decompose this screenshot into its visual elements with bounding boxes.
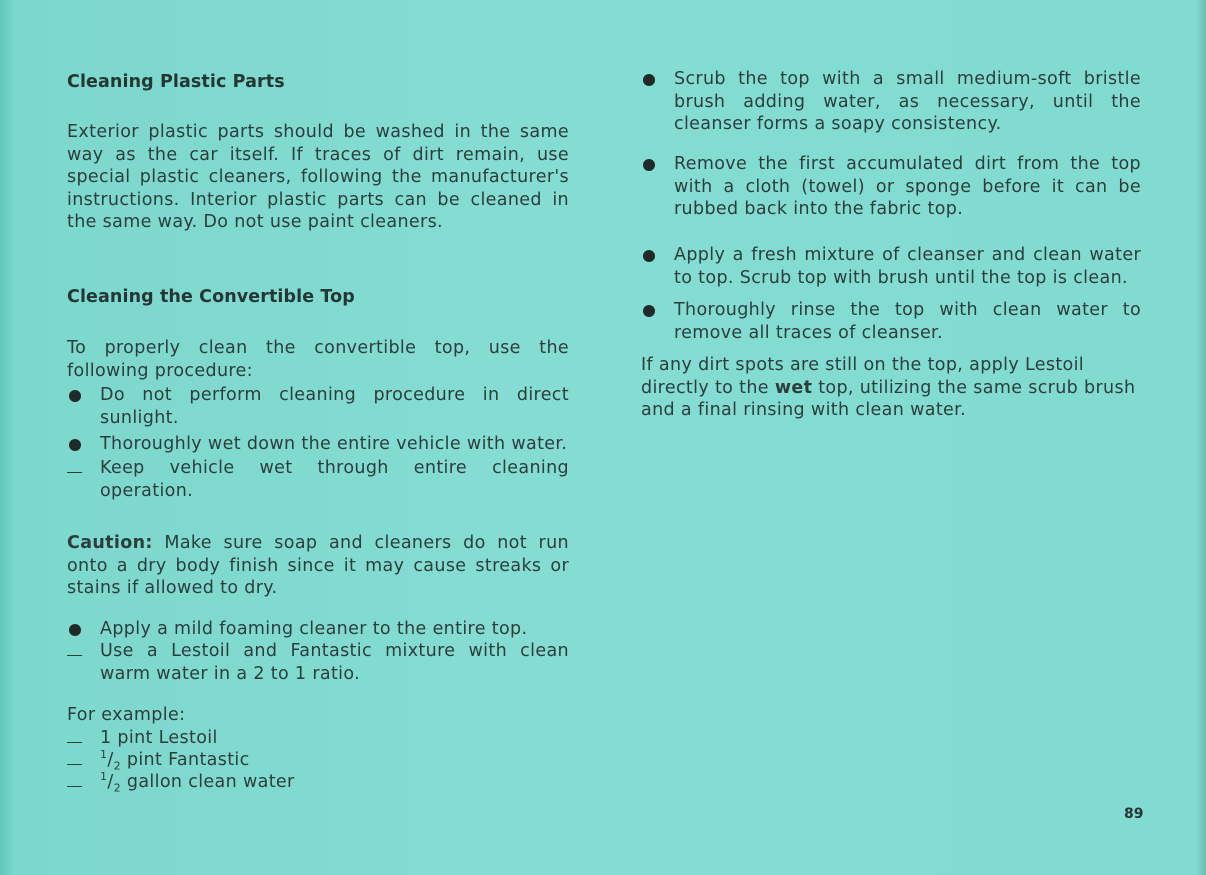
bullet-icon bbox=[641, 299, 669, 321]
list-item: Keep vehicle wet through entire cleaning operation. bbox=[67, 457, 569, 502]
bullet-icon bbox=[641, 68, 669, 90]
bullet-icon bbox=[67, 618, 95, 640]
caution-text: Make sure soap and cleaners do not run onto a dry body finish since it may cause streaks or stains if allowed to dry. bbox=[67, 533, 569, 599]
convertible-top-heading: Cleaning the Convertible Top bbox=[67, 287, 355, 307]
list-item: $^1/_2$ gallon clean water bbox=[67, 771, 569, 794]
dash-icon bbox=[67, 749, 95, 771]
dash-icon bbox=[67, 457, 95, 479]
dash-icon bbox=[67, 727, 95, 749]
bullet-icon bbox=[641, 153, 669, 175]
dash-icon bbox=[67, 771, 95, 793]
list-item: Scrub the top with a small medium-soft bristle brush adding water, as necessary, until the cleanser forms a soapy consistency. bbox=[641, 68, 1141, 136]
example-label: For example: bbox=[67, 705, 186, 725]
list-item: Thoroughly rinse the top with clean water to remove all traces of cleanser. bbox=[641, 299, 1141, 344]
list-item: Apply a fresh mixture of cleanser and clean water to top. Scrub top with brush until the top is clean. bbox=[641, 244, 1141, 289]
dash-icon bbox=[67, 640, 95, 662]
caution-label: Caution: bbox=[67, 533, 153, 553]
list-item: Thoroughly wet down the entire vehicle with water. bbox=[67, 433, 569, 456]
list-item: Do not perform cleaning procedure in direct sunlight. bbox=[67, 384, 569, 429]
list-item: Remove the first accumulated dirt from the top with a cloth (towel) or sponge before it can be rubbed back into the fabric top. bbox=[641, 153, 1141, 221]
list-item: Use a Lestoil and Fantastic mixture with clean warm water in a 2 to 1 ratio. bbox=[67, 640, 569, 685]
bullet-icon bbox=[67, 433, 95, 455]
page-number: 89 bbox=[1124, 806, 1144, 822]
bullet-icon bbox=[67, 384, 95, 406]
bullet-icon bbox=[641, 244, 669, 266]
list-item: $^1/_2$ pint Fantastic bbox=[67, 749, 569, 772]
caution-note bbox=[67, 532, 569, 600]
convertible-top-intro: To properly clean the convertible top, use the following procedure: bbox=[67, 338, 569, 381]
plastic-parts-heading: Cleaning Plastic Parts bbox=[67, 72, 285, 92]
list-item: Apply a mild foaming cleaner to the entire top. bbox=[67, 618, 569, 641]
plastic-parts-paragraph: Exterior plastic parts should be washed in the same way as the car itself. If traces of dirt remain, use special plastic cleaners, following the manufacturer's instructions. Interior plastic parts can be cleaned in the same way. Do not use paint cleaners. bbox=[67, 122, 569, 233]
final-paragraph: If any dirt spots are still on the top, apply Lestoil directly to the wet top, utilizing the same scrub brush and a final rinsing with clean water. bbox=[641, 355, 1136, 421]
list-item: 1 pint Lestoil bbox=[67, 727, 569, 750]
